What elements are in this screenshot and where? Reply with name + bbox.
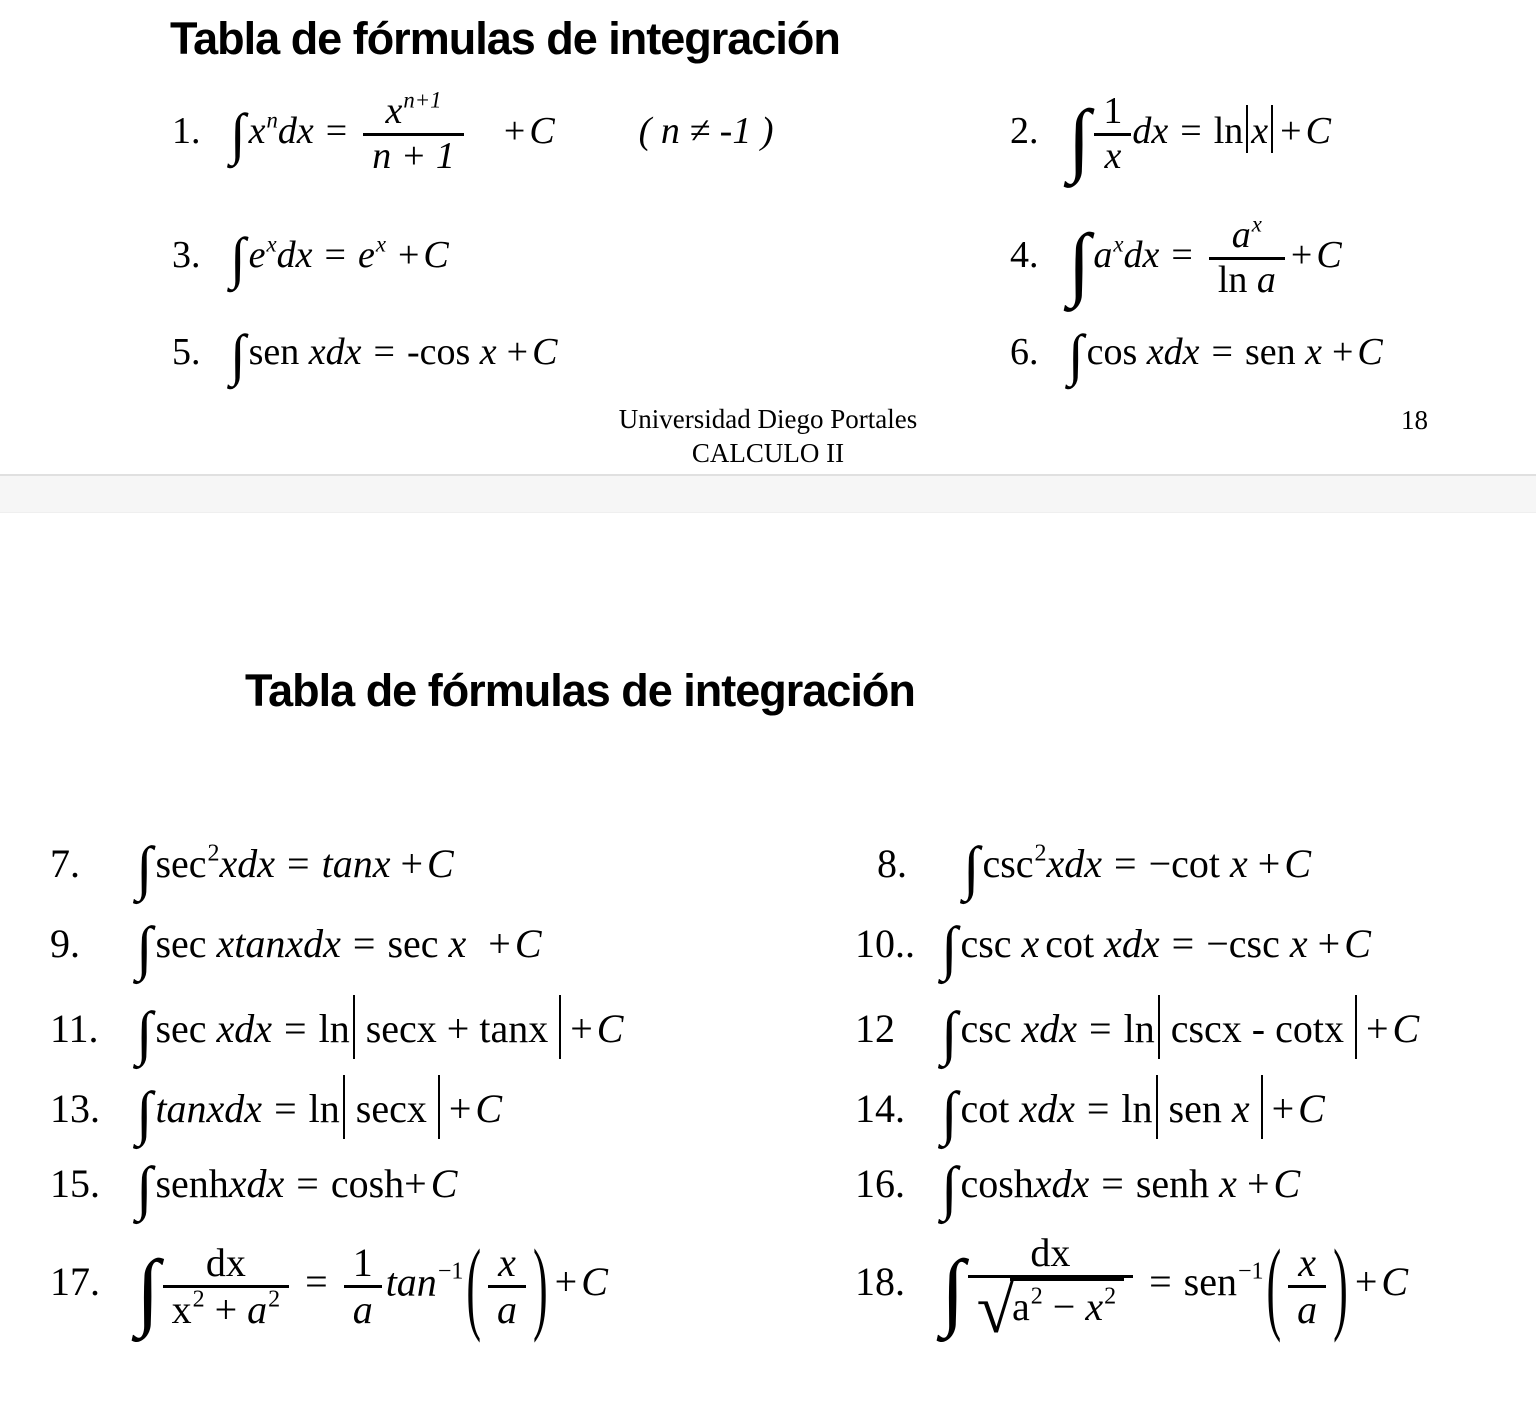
f1-fraction bbox=[363, 87, 464, 178]
equals-sign: = bbox=[274, 1085, 297, 1131]
constant-c: C bbox=[1381, 1259, 1409, 1305]
equals-sign: = bbox=[305, 1259, 328, 1305]
integral-icon: ∫ bbox=[136, 1079, 153, 1146]
f11-abs-content: secx + tanx bbox=[365, 1005, 549, 1051]
f9-plus-c bbox=[488, 921, 541, 966]
formula-1 bbox=[0, 87, 1010, 178]
abs-bar bbox=[1156, 1075, 1158, 1139]
formula-2-number: 2. bbox=[1010, 109, 1039, 152]
page-1-footer bbox=[0, 403, 1536, 471]
f3-rhs-base: e bbox=[357, 233, 375, 276]
equals-sign: = bbox=[352, 921, 376, 967]
f17-den-x: x bbox=[171, 1286, 192, 1332]
formula-8-number: 8. bbox=[877, 841, 907, 887]
abs-bar bbox=[353, 995, 355, 1059]
f8-rhs-var: x bbox=[1230, 841, 1248, 887]
abs-bar bbox=[1261, 1075, 1263, 1139]
f1-num-base: x bbox=[385, 89, 403, 132]
f5-fn: sen bbox=[248, 330, 300, 373]
f11-ln: ln bbox=[318, 1005, 350, 1051]
equals-sign: = bbox=[296, 1161, 319, 1207]
integral-icon: ∫ bbox=[1068, 216, 1091, 308]
integral-icon: ∫ bbox=[1068, 323, 1084, 387]
f16-fn: cosh bbox=[960, 1161, 1034, 1207]
formula-15-number: 15. bbox=[50, 1161, 100, 1207]
formula-row-5-6 bbox=[0, 317, 1536, 393]
formula-8 bbox=[855, 834, 1536, 901]
constant-c: C bbox=[1357, 330, 1383, 373]
integral-icon: ∫ bbox=[136, 1242, 160, 1339]
f4-dx: dx bbox=[1123, 233, 1160, 276]
formula-row-15-16 bbox=[0, 1147, 1536, 1227]
f8-fn: csc bbox=[982, 841, 1034, 887]
abs-bar bbox=[559, 995, 561, 1059]
right-paren: ) bbox=[533, 1228, 548, 1344]
f17-coef-den: a bbox=[352, 1286, 373, 1332]
f12-plus-c bbox=[1366, 1006, 1419, 1051]
formula-14 bbox=[855, 1075, 1536, 1146]
formula-16-number: 16. bbox=[855, 1161, 905, 1207]
f10-plus-c bbox=[1318, 921, 1371, 966]
formula-row-11-12 bbox=[0, 987, 1536, 1067]
integral-icon: ∫ bbox=[136, 999, 153, 1066]
page-divider bbox=[0, 474, 1536, 513]
f17-frac-den bbox=[163, 1288, 290, 1332]
constant-c: C bbox=[423, 233, 449, 276]
f6-rhs-fn: sen bbox=[1244, 330, 1296, 373]
f16-plus-c bbox=[1247, 1161, 1300, 1206]
f14-arg: xdx bbox=[1019, 1085, 1075, 1131]
f16-rhs-fn: senh bbox=[1135, 1161, 1210, 1207]
f17-fn-exp: −1 bbox=[437, 1258, 464, 1285]
left-paren: ( bbox=[1266, 1228, 1282, 1344]
integral-icon: ∫ bbox=[963, 834, 980, 901]
constant-c: C bbox=[1392, 1005, 1420, 1051]
f2-dx: dx bbox=[1132, 109, 1169, 152]
f12-abs-content: cscx - cotx bbox=[1170, 1005, 1344, 1051]
equals-sign: = bbox=[1180, 109, 1202, 152]
equals-sign: = bbox=[1211, 330, 1233, 373]
page-1 bbox=[0, 0, 1536, 474]
f11-plus-c bbox=[570, 1006, 623, 1051]
page-1-formula-rows bbox=[0, 69, 1536, 393]
f16-rhs-var: x bbox=[1219, 1161, 1237, 1207]
f18-rad-a-exp: 2 bbox=[1030, 1283, 1043, 1310]
integral-icon: ∫ bbox=[941, 914, 958, 981]
f15-arg: xdx bbox=[228, 1161, 285, 1207]
f17-plus-c bbox=[555, 1259, 608, 1304]
plus-sign: + bbox=[400, 841, 424, 887]
integral-icon: ∫ bbox=[136, 834, 153, 901]
f4-num-base: a bbox=[1231, 213, 1251, 256]
f5-rhs-var: x bbox=[479, 330, 497, 373]
f10-fn2: cot bbox=[1045, 921, 1095, 967]
f18-sqrt bbox=[976, 1271, 1125, 1348]
formula-row-1-2 bbox=[0, 69, 1536, 199]
f16-arg: xdx bbox=[1033, 1161, 1090, 1207]
page-2-formula-rows bbox=[0, 827, 1536, 1348]
f15-fn: senh bbox=[155, 1161, 229, 1207]
f18-radicand bbox=[1010, 1278, 1124, 1329]
f13-plus-c bbox=[449, 1086, 502, 1131]
f1-frac-den: n + 1 bbox=[372, 134, 455, 177]
constant-c: C bbox=[1298, 1085, 1325, 1131]
f4-den-ln: ln bbox=[1217, 258, 1248, 301]
f8-arg: xdx bbox=[1046, 841, 1103, 887]
plus-sign: + bbox=[1365, 1005, 1389, 1051]
f11-arg: xdx bbox=[216, 1005, 273, 1051]
f7-fn: sec bbox=[155, 841, 207, 887]
integral-icon: ∫ bbox=[1068, 92, 1091, 184]
f11-fn: sec bbox=[155, 1005, 207, 1051]
formula-14-number: 14. bbox=[855, 1085, 905, 1131]
f18-frac-num: dx bbox=[1030, 1230, 1071, 1275]
formula-row-7-8 bbox=[0, 827, 1536, 907]
f5-arg: xdx bbox=[308, 330, 362, 373]
right-paren: ) bbox=[1333, 1228, 1348, 1344]
formula-10-number: 10.. bbox=[855, 921, 915, 967]
f17-den-a: a bbox=[247, 1286, 268, 1332]
f17-coef-num: 1 bbox=[352, 1239, 373, 1285]
f14-ln: ln bbox=[1121, 1085, 1153, 1131]
equals-sign: = bbox=[1101, 1161, 1124, 1207]
f2-abs-var: x bbox=[1251, 109, 1269, 152]
f6-arg: xdx bbox=[1146, 330, 1200, 373]
f10-rhs-var: x bbox=[1289, 921, 1308, 967]
constant-c: C bbox=[514, 921, 542, 967]
f13-abs-content: secx bbox=[355, 1085, 427, 1131]
f17-den-x-exp: 2 bbox=[192, 1286, 205, 1313]
integral-icon: ∫ bbox=[136, 1154, 153, 1221]
f4-base: a bbox=[1093, 233, 1113, 276]
f17-coef-fraction bbox=[344, 1241, 382, 1332]
integral-icon: ∫ bbox=[230, 102, 246, 166]
constant-c: C bbox=[581, 1259, 608, 1305]
f2-plus-c bbox=[1280, 110, 1331, 152]
formula-4-number: 4. bbox=[1010, 233, 1039, 276]
formula-16 bbox=[855, 1154, 1536, 1221]
equals-sign: = bbox=[1171, 233, 1193, 276]
equals-sign: = bbox=[1149, 1259, 1172, 1305]
formula-row-3-4 bbox=[0, 199, 1536, 317]
integral-icon: ∫ bbox=[230, 323, 246, 387]
f9-fn: sec bbox=[155, 921, 207, 967]
f17-inner-num: x bbox=[498, 1239, 516, 1285]
f17-frac-num: dx bbox=[205, 1239, 246, 1285]
f14-abs-content bbox=[1169, 1086, 1250, 1131]
plus-sign: + bbox=[448, 1085, 472, 1131]
f3-plus-c bbox=[398, 234, 449, 276]
f1-num-exp: n+1 bbox=[403, 87, 442, 113]
f14-abs-var: x bbox=[1231, 1085, 1250, 1131]
f5-plus-c bbox=[507, 331, 558, 373]
page-2 bbox=[0, 513, 1536, 1426]
f3-exponent: x bbox=[266, 231, 277, 257]
f8-rhs-fn: −cot bbox=[1148, 841, 1221, 887]
plus-sign: + bbox=[488, 921, 511, 967]
f7-rhs: tanx bbox=[321, 841, 391, 887]
formula-6-number: 6. bbox=[1010, 330, 1039, 373]
formula-3 bbox=[0, 226, 1010, 290]
footer-university: Universidad Diego Portales bbox=[618, 404, 918, 434]
f18-fraction bbox=[968, 1230, 1134, 1348]
f12-ln: ln bbox=[1123, 1005, 1155, 1051]
f18-rad-minus: − bbox=[1052, 1284, 1076, 1329]
f10-mid-var: x bbox=[1021, 921, 1040, 967]
f18-inner-num: x bbox=[1298, 1239, 1317, 1285]
plus-sign: + bbox=[554, 1259, 578, 1305]
f3-base: e bbox=[248, 233, 266, 276]
f8-plus-c bbox=[1258, 841, 1311, 886]
f4-den-var: a bbox=[1256, 258, 1276, 301]
formula-7 bbox=[0, 834, 855, 901]
f1-dx: dx bbox=[277, 109, 314, 152]
f2-fraction bbox=[1094, 91, 1131, 178]
f14-plus-c bbox=[1272, 1086, 1325, 1131]
equals-sign: = bbox=[1089, 1005, 1112, 1051]
f5-rhs-fn: -cos bbox=[406, 330, 471, 373]
constant-c: C bbox=[1284, 841, 1312, 887]
formula-6 bbox=[1010, 323, 1536, 387]
f1-plus-c bbox=[504, 110, 555, 152]
left-paren: ( bbox=[466, 1228, 482, 1344]
f4-frac-den bbox=[1209, 260, 1285, 302]
f12-fn: csc bbox=[960, 1005, 1012, 1051]
f17-fn: tan bbox=[385, 1259, 437, 1305]
plus-sign: + bbox=[503, 109, 526, 152]
constant-c: C bbox=[1344, 921, 1371, 967]
equals-sign: = bbox=[325, 109, 348, 152]
f18-fn: sen bbox=[1183, 1259, 1237, 1305]
f15-rhs: cosh bbox=[330, 1161, 405, 1207]
f7-arg: xdx bbox=[219, 841, 276, 887]
equals-sign: = bbox=[1114, 841, 1137, 887]
integral-icon: ∫ bbox=[941, 999, 958, 1066]
f18-inner-fraction bbox=[1288, 1241, 1326, 1332]
f7-plus-c bbox=[400, 841, 453, 886]
f17-fraction bbox=[163, 1241, 290, 1332]
integral-icon: ∫ bbox=[941, 1079, 958, 1146]
formula-17 bbox=[0, 1228, 855, 1344]
f13-arg: tanxdx bbox=[155, 1085, 263, 1131]
f18-frac-den bbox=[968, 1271, 1134, 1348]
constant-c: C bbox=[1273, 1161, 1301, 1207]
f9-rhs-fn: sec bbox=[387, 921, 439, 967]
abs-bar bbox=[1355, 995, 1357, 1059]
equals-sign: = bbox=[1171, 921, 1195, 967]
abs-bar bbox=[438, 1075, 440, 1139]
formula-1-number: 1. bbox=[172, 109, 201, 152]
f3-dx: dx bbox=[276, 233, 313, 276]
f1-exponent: n bbox=[266, 107, 278, 133]
constant-c: C bbox=[529, 109, 555, 152]
formula-row-9-10 bbox=[0, 907, 1536, 987]
constant-c: C bbox=[1305, 109, 1331, 152]
formula-13-number: 13. bbox=[50, 1085, 100, 1131]
abs-bar bbox=[1271, 105, 1273, 153]
formula-5-number: 5. bbox=[172, 330, 201, 373]
integral-icon: ∫ bbox=[230, 226, 246, 290]
formula-11-number: 11. bbox=[50, 1005, 99, 1051]
formula-9-number: 9. bbox=[50, 921, 80, 967]
integral-icon: ∫ bbox=[941, 1154, 958, 1221]
formula-17-number: 17. bbox=[50, 1259, 100, 1305]
f17-inner-fraction bbox=[488, 1241, 526, 1332]
f6-rhs-var: x bbox=[1305, 330, 1322, 373]
plus-sign: + bbox=[570, 1005, 593, 1051]
formula-15 bbox=[0, 1154, 855, 1221]
formula-4 bbox=[1010, 211, 1536, 308]
f2-ln: ln bbox=[1213, 109, 1244, 152]
plus-sign: + bbox=[1354, 1259, 1378, 1305]
f13-ln: ln bbox=[308, 1085, 340, 1131]
f8-fn-exp: 2 bbox=[1034, 840, 1047, 867]
constant-c: C bbox=[475, 1085, 503, 1131]
f14-fn: cot bbox=[960, 1085, 1010, 1131]
f18-rad-a: a bbox=[1011, 1284, 1030, 1329]
equals-sign: = bbox=[324, 233, 346, 276]
abs-bar bbox=[1246, 105, 1248, 153]
formula-9 bbox=[0, 914, 855, 981]
plus-sign: + bbox=[1257, 841, 1281, 887]
f10-fn: csc bbox=[960, 921, 1012, 967]
f17-den-a-exp: 2 bbox=[268, 1286, 281, 1313]
f4-num-exp: x bbox=[1251, 211, 1262, 237]
plus-sign: + bbox=[1317, 921, 1341, 967]
formula-18 bbox=[855, 1228, 1536, 1348]
constant-c: C bbox=[427, 841, 454, 887]
f15-plus-c bbox=[404, 1161, 457, 1206]
integral-icon: ∫ bbox=[941, 1242, 965, 1339]
f2-frac-num: 1 bbox=[1103, 89, 1123, 132]
f18-rad-x: x bbox=[1085, 1284, 1104, 1329]
f4-exponent: x bbox=[1113, 231, 1124, 257]
equals-sign: = bbox=[1086, 1085, 1110, 1131]
page-1-title: Tabla de fórmulas de integración bbox=[170, 13, 840, 64]
equals-sign: = bbox=[373, 330, 395, 373]
formula-12-number: 12 bbox=[855, 1005, 895, 1051]
f10-rhs-fn: −csc bbox=[1206, 921, 1280, 967]
formula-10 bbox=[855, 914, 1536, 981]
f4-plus-c bbox=[1291, 234, 1342, 276]
equals-sign: = bbox=[287, 841, 310, 887]
plus-sign: + bbox=[506, 330, 529, 373]
f1-condition: ( n ≠ -1 ) bbox=[638, 109, 774, 152]
footer-course: CALCULO II bbox=[691, 437, 845, 468]
formula-2 bbox=[1010, 89, 1536, 184]
f18-fn-exp: −1 bbox=[1237, 1258, 1264, 1285]
equals-sign: = bbox=[284, 1005, 307, 1051]
f3-rhs-exp: x bbox=[375, 231, 386, 257]
constant-c: C bbox=[430, 1161, 458, 1207]
plus-sign: + bbox=[1280, 109, 1302, 152]
f14-abs-fn: sen bbox=[1168, 1085, 1222, 1131]
constant-c: C bbox=[532, 330, 558, 373]
f12-arg: xdx bbox=[1021, 1005, 1078, 1051]
plus-sign: + bbox=[1290, 233, 1313, 276]
plus-sign: + bbox=[1331, 330, 1354, 373]
f7-fn-exp: 2 bbox=[207, 840, 220, 867]
constant-c: C bbox=[596, 1005, 624, 1051]
formula-3-number: 3. bbox=[172, 233, 201, 276]
f1-base: x bbox=[248, 109, 266, 152]
f4-fraction bbox=[1209, 211, 1285, 302]
plus-sign: + bbox=[397, 233, 420, 276]
formula-13 bbox=[0, 1075, 855, 1146]
constant-c: C bbox=[1316, 233, 1342, 276]
formula-7-number: 7. bbox=[50, 841, 80, 887]
abs-bar bbox=[1158, 995, 1160, 1059]
f4-frac-num bbox=[1223, 211, 1271, 257]
plus-sign: + bbox=[404, 1161, 427, 1207]
f18-plus-c bbox=[1355, 1259, 1408, 1304]
abs-bar bbox=[343, 1075, 345, 1139]
plus-sign: + bbox=[1246, 1161, 1270, 1207]
formula-row-17-18 bbox=[0, 1227, 1536, 1348]
page-number: 18 bbox=[1401, 405, 1428, 435]
f17-inner-den: a bbox=[497, 1286, 518, 1332]
integral-icon: ∫ bbox=[136, 914, 153, 981]
plus-sign: + bbox=[1271, 1085, 1295, 1131]
formula-12 bbox=[855, 995, 1536, 1066]
f9-rhs-var: x bbox=[448, 921, 467, 967]
formula-row-13-14 bbox=[0, 1067, 1536, 1147]
formula-11 bbox=[0, 995, 855, 1066]
f18-rad-x-exp: 2 bbox=[1104, 1283, 1117, 1310]
f10-arg: xdx bbox=[1104, 921, 1160, 967]
f6-fn: cos bbox=[1086, 330, 1138, 373]
f17-den-plus: + bbox=[214, 1286, 238, 1332]
f1-frac-num bbox=[377, 87, 451, 133]
f9-arg: xtanxdx bbox=[216, 921, 341, 967]
formula-5 bbox=[0, 323, 1010, 387]
f18-inner-den: a bbox=[1297, 1286, 1318, 1332]
f6-plus-c bbox=[1332, 331, 1383, 373]
f2-frac-den: x bbox=[1104, 134, 1122, 177]
radical-icon: √ bbox=[976, 1271, 1015, 1348]
formula-18-number: 18. bbox=[855, 1259, 905, 1305]
page-2-title: Tabla de fórmulas de integración bbox=[245, 665, 915, 716]
